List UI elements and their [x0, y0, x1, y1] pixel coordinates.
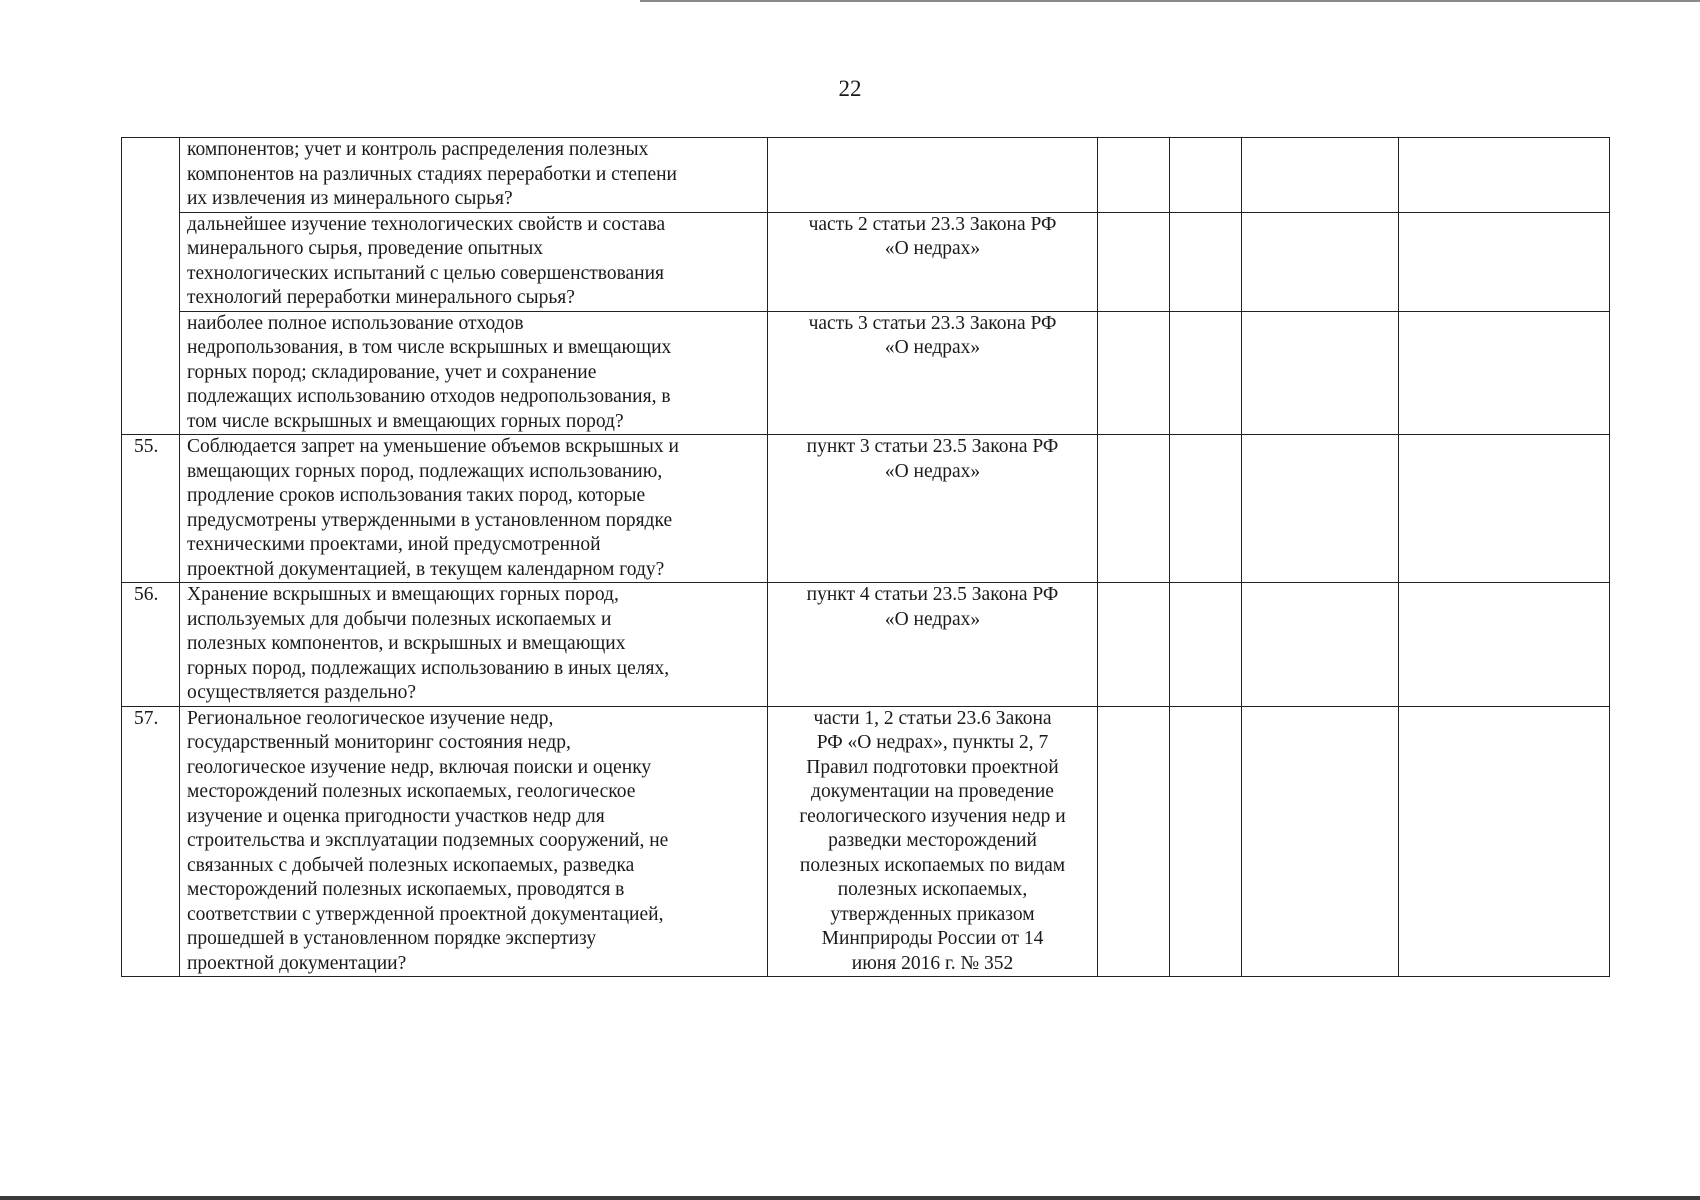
question-text: компонентов; учет и контроль распределения полезных компонентов на различных стадиях переработки и степени их извлечения из минерального сырья?	[187, 139, 677, 209]
answer-yes-cell	[1098, 706, 1170, 977]
answer-no-cell	[1170, 583, 1242, 707]
answer-na-cell	[1242, 311, 1399, 435]
table-row	[122, 583, 1610, 707]
item-number-cell	[122, 706, 180, 977]
item-number: 56.	[134, 584, 159, 605]
checklist-table	[121, 137, 1610, 977]
question-text: Соблюдается запрет на уменьшение объемов вскрышных и вмещающих горных пород, подлежащих использованию, продление сроков использования таких пород, которые предусмотрены утвержденными в установленном порядке техническими проектами, иной предусмотренной проектной документацией, в текущем календарном году?	[187, 436, 679, 580]
item-number-cell	[122, 138, 180, 435]
table-row	[122, 706, 1610, 977]
reference-text: пункт 4 статьи 23.5 Закона РФ «О недрах»	[806, 584, 1059, 630]
answer-yes-cell	[1098, 435, 1170, 583]
answer-yes-cell	[1098, 311, 1170, 435]
question-cell	[180, 706, 768, 977]
question-cell	[180, 138, 768, 213]
answer-yes-cell	[1098, 583, 1170, 707]
table-row	[122, 138, 1610, 213]
notes-cell	[1399, 706, 1610, 977]
item-number-cell	[122, 583, 180, 707]
answer-na-cell	[1242, 706, 1399, 977]
answer-yes-cell	[1098, 212, 1170, 311]
answer-no-cell	[1170, 706, 1242, 977]
answer-na-cell	[1242, 212, 1399, 311]
question-text: Региональное геологическое изучение недр, государственный мониторинг состояния недр, геологическое изучение недр, включая поиски и оценку месторождений полезных ископаемых, геологическое изучение и оценка пригодности участков недр для строительства и эксплуатации подземных сооружений, не связанных с добычей полезных ископаемых, разведка месторождений полезных ископаемых, проводятся в соответствии с утвержденной проектной документацией, прошедшей в установленном порядке экспертизу проектной документации?	[187, 707, 669, 974]
reference-cell	[768, 583, 1098, 707]
table-row	[122, 212, 1610, 311]
answer-no-cell	[1170, 212, 1242, 311]
table-row	[122, 311, 1610, 435]
question-text: дальнейшее изучение технологических свойств и состава минерального сырья, проведение опытных технологических испытаний с целью совершенствования технологий переработки минерального сырья?	[187, 213, 666, 308]
question-cell	[180, 435, 768, 583]
question-cell	[180, 212, 768, 311]
answer-yes-cell	[1098, 138, 1170, 213]
notes-cell	[1399, 212, 1610, 311]
item-number: 55.	[134, 436, 159, 457]
item-number: 57.	[134, 707, 159, 729]
reference-cell	[768, 435, 1098, 583]
reference-cell	[768, 212, 1098, 311]
answer-no-cell	[1170, 435, 1242, 583]
answer-na-cell	[1242, 583, 1399, 707]
notes-cell	[1399, 311, 1610, 435]
question-text: Хранение вскрышных и вмещающих горных пород, используемых для добычи полезных ископаемых и полезных компонентов, и вскрышных и вмещающих горных пород, подлежащих использованию в иных целях, осуществляется раздельно?	[187, 584, 670, 703]
question-cell	[180, 311, 768, 435]
answer-na-cell	[1242, 138, 1399, 213]
notes-cell	[1399, 583, 1610, 707]
reference-cell	[768, 138, 1098, 213]
answer-na-cell	[1242, 435, 1399, 583]
question-cell	[180, 583, 768, 707]
notes-cell	[1399, 138, 1610, 213]
reference-text: часть 3 статьи 23.3 Закона РФ «О недрах»	[808, 312, 1057, 358]
scan-edge-bottom	[0, 1196, 1700, 1200]
reference-cell	[768, 706, 1098, 977]
page-number: 22	[838, 76, 862, 101]
answer-no-cell	[1170, 311, 1242, 435]
item-number-cell	[122, 435, 180, 583]
reference-cell	[768, 311, 1098, 435]
answer-no-cell	[1170, 138, 1242, 213]
reference-text: части 1, 2 статьи 23.6 Закона РФ «О недрах», пункты 2, 7 Правил подготовки проектной документации на проведение геологического изучения недр и разведки месторождений полезных ископаемых по видам полезных ископаемых, утвержденных приказом Минприроды России от 14 июня 2016 г. № 352	[799, 707, 1066, 974]
reference-text: пункт 3 статьи 23.5 Закона РФ «О недрах»	[806, 436, 1059, 482]
scan-edge-top	[640, 0, 1700, 2]
notes-cell	[1399, 435, 1610, 583]
table-row	[122, 435, 1610, 583]
reference-text: часть 2 статьи 23.3 Закона РФ «О недрах»	[808, 213, 1057, 259]
question-text: наиболее полное использование отходов недропользования, в том числе вскрышных и вмещающих горных пород; складирование, учет и сохранение подлежащих использованию отходов недропользования, в том числе вскрышных и вмещающих горных пород?	[187, 312, 672, 432]
